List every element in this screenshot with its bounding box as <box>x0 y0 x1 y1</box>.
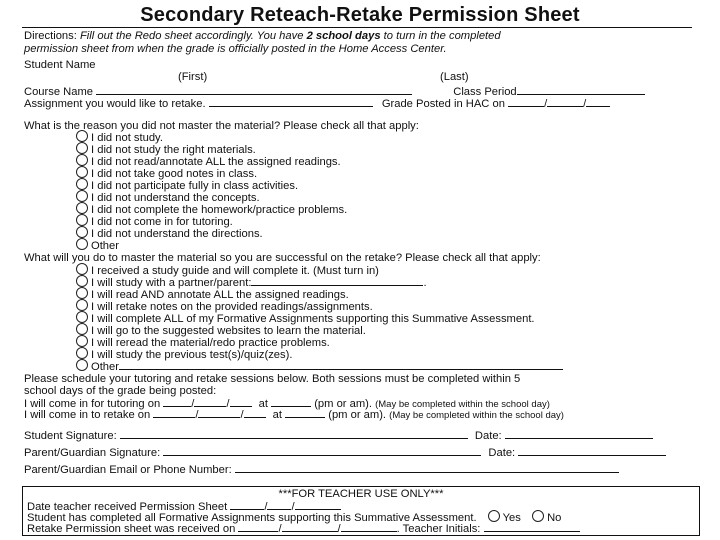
tutoring-month-field[interactable] <box>163 396 191 407</box>
reason-option[interactable]: Other <box>76 238 119 253</box>
course-name-label: Course Name <box>24 86 94 98</box>
student-name-label: Student Name <box>24 59 96 71</box>
partner-name-field[interactable] <box>251 275 423 286</box>
student-signature-row <box>24 428 653 443</box>
page-title: Secondary Reteach-Retake Permission Sheet <box>140 4 580 26</box>
checkbox-circle-icon[interactable] <box>76 154 88 166</box>
teacher-initials-label: . Teacher Initials: <box>396 523 481 535</box>
reason-option[interactable]: I did not understand the concepts. <box>76 190 260 205</box>
retake-time-field[interactable] <box>285 407 325 418</box>
reason-option[interactable]: I did not understand the directions. <box>76 226 263 241</box>
retake-at-label: at <box>272 409 283 421</box>
parent-signature-row <box>24 445 666 460</box>
plan-option[interactable]: I will retake notes on the provided readings/assignments. <box>76 299 373 314</box>
checkbox-circle-icon[interactable] <box>76 359 88 371</box>
reason-option[interactable]: I did not participate fully in class activities. <box>76 178 298 193</box>
course-name-field[interactable] <box>96 84 412 95</box>
plan-option[interactable]: I will study the previous test(s)/quiz(zes). <box>76 347 292 362</box>
reason-question: What is the reason you did not master the material? Please check all that apply: <box>24 120 419 132</box>
checkbox-circle-icon[interactable] <box>76 275 88 287</box>
tutoring-note: (May be completed within the school day) <box>375 399 550 410</box>
tutoring-label: I will come in for tutoring on <box>24 398 161 410</box>
tutoring-at-label: at <box>258 398 268 410</box>
checkbox-circle-icon[interactable] <box>76 263 88 275</box>
grade-month-field[interactable] <box>508 96 544 107</box>
grade-year-field[interactable] <box>586 96 610 107</box>
assignment-label: Assignment you would like to retake. <box>24 98 206 110</box>
parent-signature-label: Parent/Guardian Signature: <box>24 447 161 459</box>
retake-label: I will come in to retake on <box>24 409 151 421</box>
retake-ampm-label: (pm or am). <box>328 409 387 421</box>
checkbox-circle-icon[interactable] <box>76 311 88 323</box>
checkbox-circle-icon[interactable] <box>76 130 88 142</box>
retake-year-field[interactable] <box>244 407 266 418</box>
student-signature-label: Student Signature: <box>24 430 117 442</box>
checkbox-circle-icon[interactable] <box>76 287 88 299</box>
tutoring-ampm-label: (pm or am). <box>314 398 372 410</box>
class-period-label: Class Period <box>453 86 517 98</box>
retake-received-year-field[interactable] <box>341 521 397 532</box>
teacher-use-box <box>22 486 700 536</box>
schedule-intro-1: Please schedule your tutoring and retake sessions below. Both sessions must be completed within 5 <box>24 373 521 385</box>
tutoring-time-field[interactable] <box>271 396 311 407</box>
retake-month-field[interactable] <box>153 407 195 418</box>
class-period-field[interactable] <box>517 84 645 95</box>
assignment-field[interactable] <box>209 96 373 107</box>
plan-option[interactable]: I will go to the suggested websites to learn the material. <box>76 323 366 338</box>
retake-received-month-field[interactable] <box>238 521 278 532</box>
student-date-field[interactable] <box>505 428 653 439</box>
other-plan-field[interactable] <box>119 359 563 370</box>
assignment-row: Assignment you would like to retake. Grade Posted in HAC on / / <box>24 96 610 111</box>
grade-day-field[interactable] <box>547 96 583 107</box>
parent-signature-field[interactable] <box>163 445 481 456</box>
teacher-completed-label: Student has completed all Formative Assignments supporting this Summative Assessment. <box>27 512 477 524</box>
plan-option[interactable]: I will complete ALL of my Formative Assignments supporting this Summative Assessment. <box>76 311 535 326</box>
contact-row <box>24 462 619 477</box>
teacher-retake-received-label: Retake Permission sheet was received on <box>27 523 236 535</box>
student-date-label: Date: <box>474 430 502 442</box>
checkbox-circle-icon[interactable] <box>76 347 88 359</box>
received-year-field[interactable] <box>295 499 341 510</box>
no-label: No <box>547 512 562 524</box>
teacher-retake-received-row: Retake Permission sheet was received on / / . Teacher Initials: <box>27 521 580 536</box>
reason-option[interactable]: I did not complete the homework/practice problems. <box>76 202 347 217</box>
plan-option[interactable]: I will read AND annotate ALL the assigned readings. <box>76 287 349 302</box>
received-day-field[interactable] <box>267 499 291 510</box>
contact-field[interactable] <box>235 462 619 473</box>
received-month-field[interactable] <box>230 499 264 510</box>
title-underline <box>22 27 692 28</box>
reason-option[interactable]: I did not study the right materials. <box>76 142 256 157</box>
checkbox-circle-icon[interactable] <box>76 202 88 214</box>
teacher-received-label: Date teacher received Permission Sheet <box>27 501 228 513</box>
parent-date-label: Date: <box>488 447 516 459</box>
retake-received-day-field[interactable] <box>282 521 338 532</box>
checkbox-circle-icon[interactable] <box>76 190 88 202</box>
plan-option[interactable]: I will reread the material/redo practice problems. <box>76 335 330 350</box>
tutoring-day-field[interactable] <box>194 396 226 407</box>
checkbox-circle-icon[interactable] <box>76 178 88 190</box>
plan-option[interactable]: Other <box>76 359 563 374</box>
checkbox-circle-icon[interactable] <box>76 299 88 311</box>
directions-text-1: Fill out the Redo sheet accordingly. You have <box>79 30 307 42</box>
plan-question: What will you do to master the material so you are successful on the retake? Please check all that apply: <box>24 252 541 264</box>
tutoring-row: I will come in for tutoring on / / at (pm or am). (May be completed within the school day) <box>24 398 550 410</box>
directions-line-2: permission sheet from when the grade is officially posted in the Home Access Center. <box>24 43 447 55</box>
retake-row: I will come in to retake on / / at (pm or am). (May be completed within the school day) <box>24 409 564 421</box>
parent-date-field[interactable] <box>518 445 666 456</box>
grade-posted-label: Grade Posted in HAC on <box>381 98 505 110</box>
checkbox-circle-icon[interactable] <box>76 323 88 335</box>
plan-option[interactable]: I received a study guide and will complete it. (Must turn in) <box>76 263 379 278</box>
reason-option[interactable]: I did not read/annotate ALL the assigned readings. <box>76 154 341 169</box>
directions-line-1 <box>24 30 501 43</box>
plan-option[interactable]: I will study with a partner/parent: . <box>76 275 427 290</box>
reason-option[interactable]: I did not study. <box>76 130 163 145</box>
last-name-label: (Last) <box>440 71 469 83</box>
directions-bold: 2 school days <box>306 30 381 42</box>
yes-label: Yes <box>502 512 521 524</box>
checkbox-circle-icon[interactable] <box>76 166 88 178</box>
teacher-initials-field[interactable] <box>484 521 580 532</box>
checkbox-circle-icon[interactable] <box>76 214 88 226</box>
reason-option[interactable]: I did not come in for tutoring. <box>76 214 233 229</box>
student-signature-field[interactable] <box>120 428 468 439</box>
first-name-label: (First) <box>178 71 208 83</box>
reason-option[interactable]: I did not take good notes in class. <box>76 166 257 181</box>
teacher-received-row: Date teacher received Permission Sheet / / <box>27 499 341 514</box>
checkbox-circle-icon[interactable] <box>76 142 88 154</box>
contact-label: Parent/Guardian Email or Phone Number: <box>24 464 232 476</box>
checkbox-circle-icon[interactable] <box>76 335 88 347</box>
teacher-use-header: ***FOR TEACHER USE ONLY*** <box>278 488 444 500</box>
tutoring-year-field[interactable] <box>230 396 252 407</box>
schedule-intro-2: school days of the grade being posted: <box>24 385 217 397</box>
retake-day-field[interactable] <box>198 407 240 418</box>
directions-label: Directions: <box>24 30 77 42</box>
directions-text-2: to turn in the completed <box>380 30 501 42</box>
retake-note: (May be completed within the school day) <box>389 410 564 421</box>
checkbox-circle-icon[interactable] <box>76 226 88 238</box>
checkbox-circle-icon[interactable] <box>76 238 88 250</box>
